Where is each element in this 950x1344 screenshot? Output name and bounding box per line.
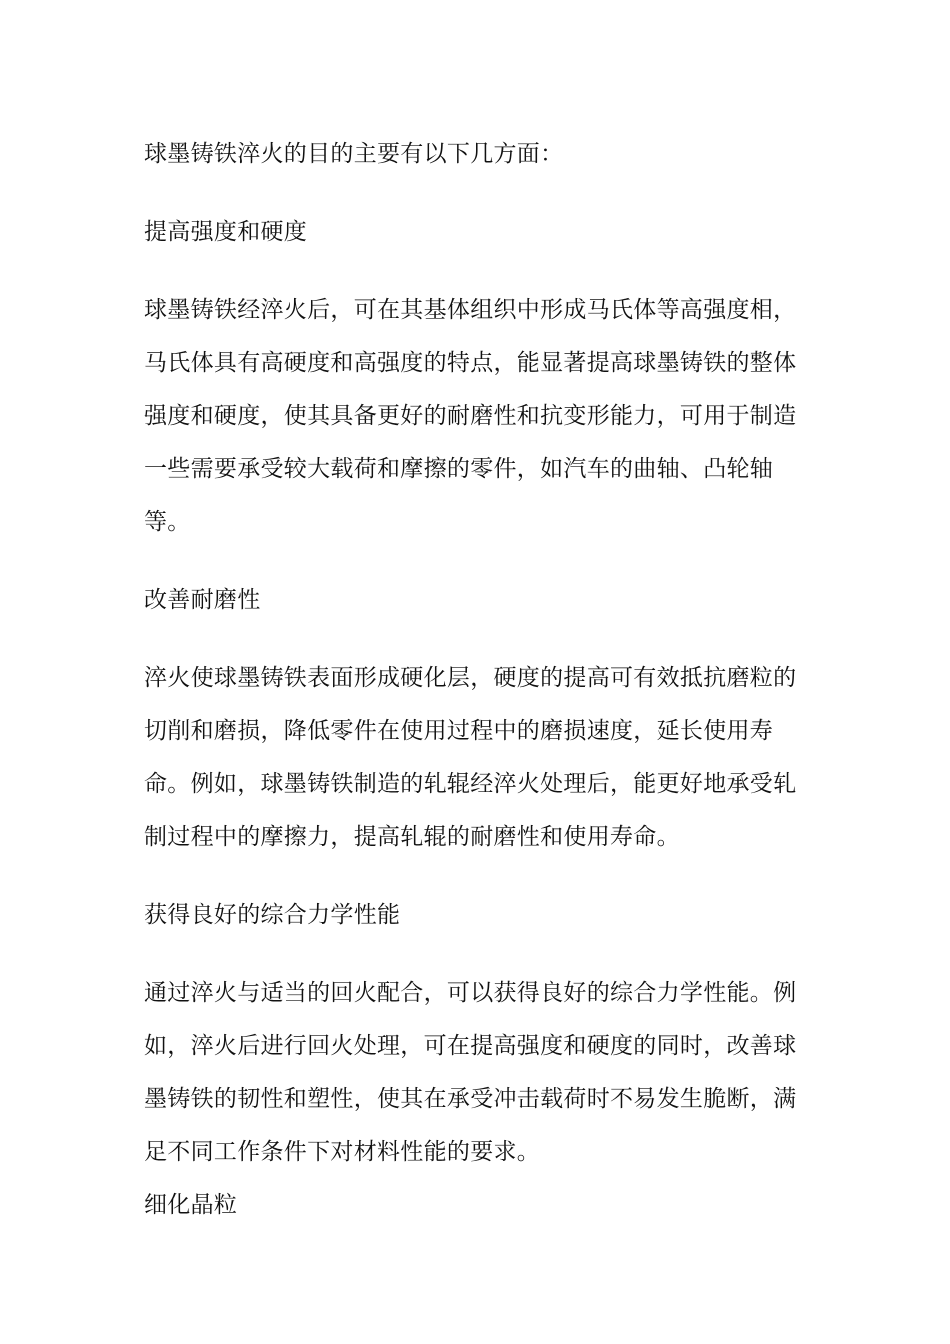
- spacer: [144, 864, 816, 889]
- spacer: [144, 942, 816, 967]
- section-heading-wear: 改善耐磨性: [144, 587, 261, 613]
- intro-paragraph: 球墨铸铁淬火的目的主要有以下几方面：: [144, 141, 564, 167]
- section-heading-mechanical: 获得良好的综合力学性能: [144, 902, 401, 928]
- spacer: [144, 627, 816, 652]
- section-body-mechanical: 通过淬火与适当的回火配合，可以获得良好的综合力学性能。例如，淬火后进行回火处理，可在提高强度和硬度的同时，改善球墨铸铁的韧性和塑性，使其在承受冲击载荷时不易发生脆断，满足不同工作条件下对材料性能的要求。: [144, 980, 797, 1165]
- section-body-wear: 淬火使球墨铸铁表面形成硬化层，硬度的提高可有效抵抗磨粒的切削和磨损，降低零件在使用过程中的磨损速度，延长使用寿命。例如，球墨铸铁制造的轧辊经淬火处理后，能更好地承受轧制过程中的摩擦力，提高轧辊的耐磨性和使用寿命。: [144, 665, 797, 850]
- section-heading-strength: 提高强度和硬度: [144, 219, 308, 245]
- spacer: [144, 181, 816, 206]
- section-heading-grain: 细化晶粒: [144, 1192, 238, 1218]
- spacer: [144, 549, 816, 574]
- section-body-strength: 球墨铸铁经淬火后，可在其基体组织中形成马氏体等高强度相，马氏体具有高硬度和高强度的特点，能显著提高球墨铸铁的整体强度和硬度，使其具备更好的耐磨性和抗变形能力，可用于制造一些需要承受较大载荷和摩擦的零件，如汽车的曲轴、凸轮轴等。: [144, 297, 797, 535]
- document-content: [144, 128, 816, 1232]
- spacer: [144, 259, 816, 284]
